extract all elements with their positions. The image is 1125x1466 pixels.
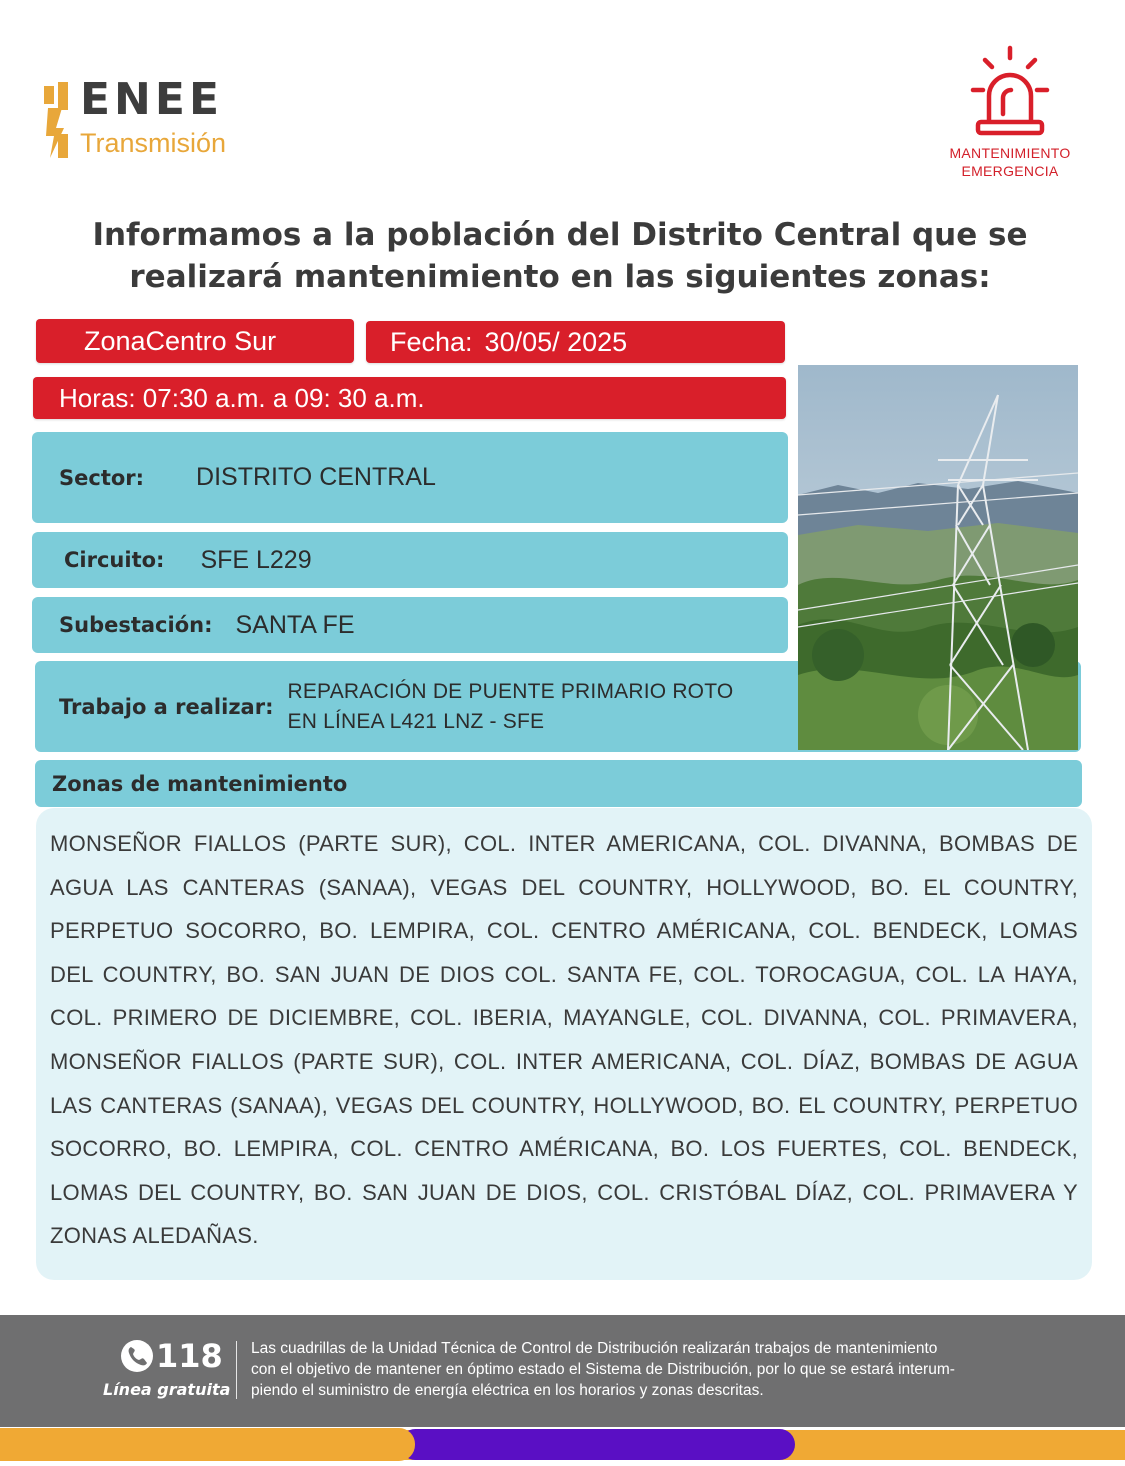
zone-tag: ZonaCentro Sur: [36, 319, 354, 363]
subestacion-label: Subestación:: [59, 613, 213, 637]
trabajo-line-1: REPARACIÓN DE PUENTE PRIMARIO ROTO: [287, 679, 734, 703]
bottom-stripe-purple: [400, 1429, 795, 1460]
circuito-value: SFE L229: [200, 545, 312, 574]
zonas-header: [35, 760, 1082, 807]
circuito-row: [32, 532, 788, 588]
trabajo-label: Trabajo a realizar:: [59, 694, 274, 719]
date-value: 30/05/ 2025: [484, 326, 628, 357]
enee-logo-mark-icon: [42, 82, 70, 158]
footer-divider: [236, 1341, 237, 1399]
hours-tag: Horas: 07:30 a.m. a 09: 30 a.m.: [33, 377, 786, 419]
headline-line-1: Informamos a la población del Distrito Central que se: [92, 217, 1028, 253]
badge-line-2: EMERGENCIA: [961, 163, 1059, 179]
trabajo-line-2: EN LÍNEA L421 LNZ - SFE: [287, 709, 545, 733]
emergency-badge: [930, 44, 1090, 184]
subestacion-value: SANTA FE: [235, 610, 355, 639]
date-tag: [366, 321, 785, 363]
phone-value: 118: [156, 1337, 223, 1375]
phone-icon: [120, 1339, 154, 1373]
zonas-body: [36, 808, 1092, 1280]
headline: [30, 214, 1090, 298]
sector-row: [32, 432, 788, 523]
sector-value: DISTRITO CENTRAL: [196, 463, 436, 491]
zonas-text: MONSEÑOR FIALLOS (PARTE SUR), COL. INTER AMERICANA, COL. DIVANNA, BOMBAS DE AGUA LAS CANTERAS (SANAA), VEGAS DEL COUNTRY, HOLLYWOOD, BO. EL COUNTRY, PERPETUO SOCORRO, BO. LEMPIRA, COL. CENTRO AMÉRICANA, COL. BENDECK, LOMAS DEL COUNTRY, BO. SAN JUAN DE DIOS COL. SANTA FE, COL. TOROCAGUA, COL. LA HAYA, COL. PRIMERO DE DICIEMBRE, COL. IBERIA, MAYANGLE, COL. DIVANNA, COL. PRIMAVERA, MONSEÑOR FIALLOS (PARTE SUR), COL. INTER AMERICANA, COL. DÍAZ, BOMBAS DE AGUA LAS CANTERAS (SANAA), VEGAS DEL COUNTRY, HOLLYWOOD, BO. EL COUNTRY, PERPETUO SOCORRO, BO. LEMPIRA, COL. CENTRO AMÉRICANA, BO. LOS FUERTES, COL. BENDECK, LOMAS DEL COUNTRY, BO. SAN JUAN DE DIOS, COL. CRISTÓBAL DÍAZ, COL. PRIMAVERA Y ZONAS ALEDAÑAS.: [50, 831, 1078, 1249]
brand-subtitle: Transmisión: [80, 128, 227, 158]
phone-number: [120, 1337, 223, 1375]
alarm-siren-icon: [965, 44, 1055, 136]
footer-line-3: piendo el suministro de energía eléctrica en los horarios y zonas descritas.: [251, 1382, 764, 1399]
tower-photo: [798, 365, 1078, 750]
date-label: Fecha:: [390, 326, 473, 357]
zonas-label: Zonas de mantenimiento: [52, 771, 348, 796]
bottom-stripe-orange: [0, 1428, 415, 1461]
headline-line-2: realizará mantenimiento en las siguientes zonas:: [129, 259, 991, 295]
footer-line-1: Las cuadrillas de la Unidad Técnica de Control de Distribución realizarán trabajos de mantenimiento: [251, 1340, 938, 1357]
brand-name: ENEE: [80, 74, 223, 125]
subestacion-row: [32, 597, 788, 653]
footer-text: [251, 1338, 1051, 1401]
sector-label: Sector:: [59, 465, 145, 490]
footer-line-2: con el objetivo de mantener en óptimo estado el Sistema de Distribución, por lo que se estará interum-: [251, 1361, 955, 1378]
enee-logo: [42, 74, 282, 162]
badge-line-1: MANTENIMIENTO: [949, 145, 1071, 161]
circuito-label: Circuito:: [64, 548, 165, 572]
phone-label: Línea gratuita: [103, 1380, 231, 1399]
trabajo-value: [287, 677, 733, 737]
